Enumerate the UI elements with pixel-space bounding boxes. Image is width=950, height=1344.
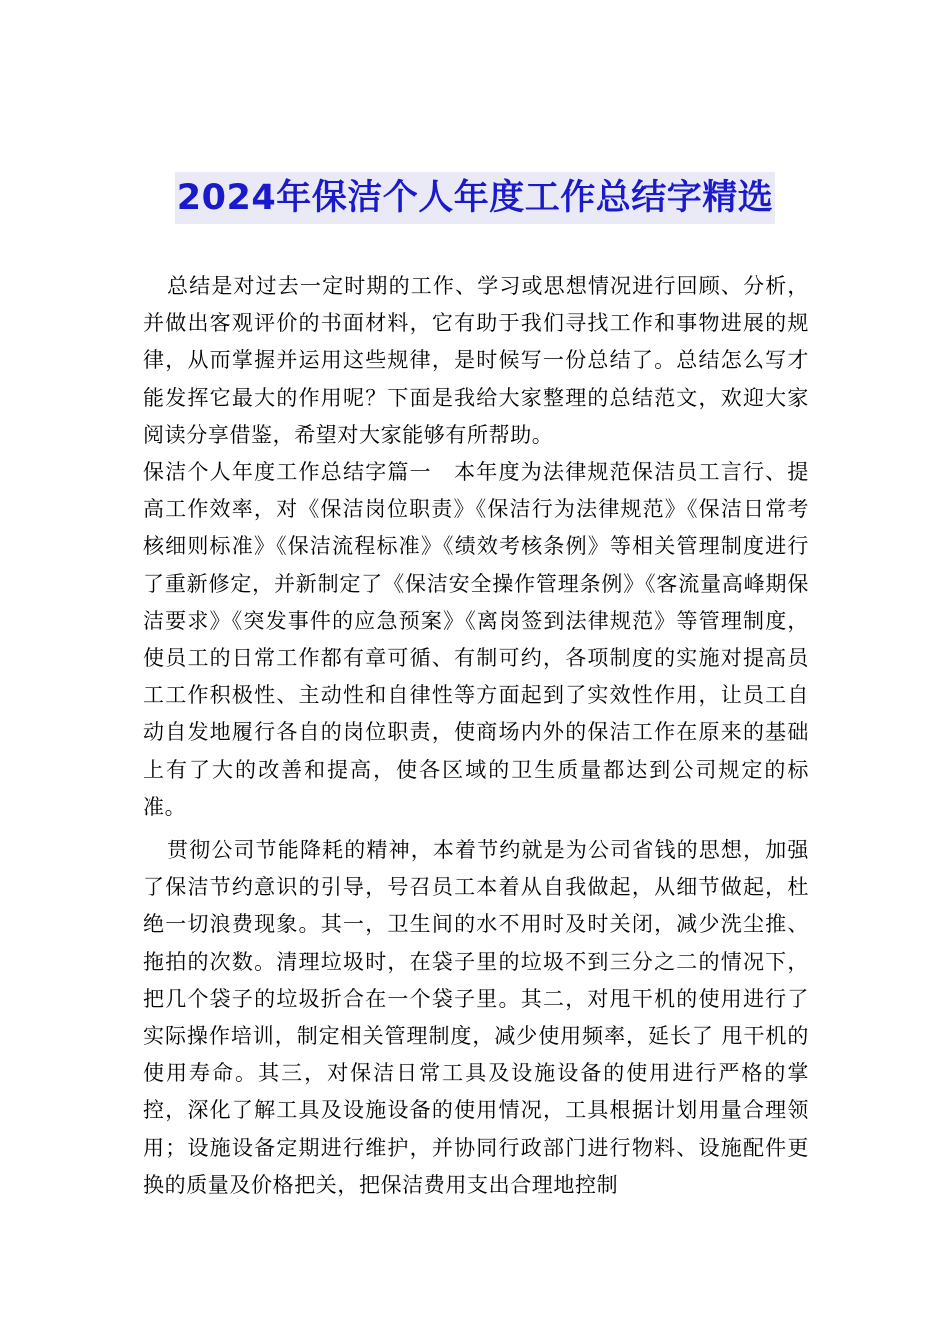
document-title: 2024年保洁个人年度工作总结字精选: [175, 172, 775, 224]
energy-saving-paragraph: 贯彻公司节能降耗的精神，本着节约就是为公司省钱的思想，加强了保洁节约意识的引导，号召员工本着从自我做起，从细节做起，杜绝一切浪费现象。其一，卫生间的水不用时及时关闭，减少洗尘推、拖拍的次数。清理垃圾时，在袋子里的垃圾不到三分之二的情况下，把几个袋子的垃圾折合在一个袋子里。其二，对甩干机的使用进行了实际操作培训，制定相关管理制度，减少使用频率，延长了 甩干机的使用寿命。其三，对保洁日常工具及设施设备的使用进行严格的掌控，深化了解工具及设施设备的使用情况，工具根据计划用量合理领用；设施设备定期进行维护，并协同行政部门进行物料、设施配件更换的质量及价格把关，把保洁费用支出合理地控制: [143, 838, 809, 1197]
section-one-paragraph: 保洁个人年度工作总结字篇一 本年度为法律规范保洁员工言行、提高工作效率，对《保洁岗位职责》《保洁行为法律规范》《保洁日常考核细则标准》《保洁流程标准》《绩效考核条例》等相关管理制度进行了重新修定，并新制定了《保洁安全操作管理条例》《客流量高峰期保洁要求》《突发事件的应急预案》《离岗签到法律规范》等管理制度，使员工的日常工作都有章可循、有制可约，各项制度的实施对提高员工工作积极性、主动性和自律性等方面起到了实效性作用，让员工自动自发地履行各自的岗位职责，使商场内外的保洁工作在原来的基础上有了大的改善和提高，使各区域的卫生质量都达到公司规定的标准。: [143, 460, 809, 819]
document-body: [143, 268, 809, 1204]
intro-paragraph: 总结是对过去一定时期的工作、学习或思想情况进行回顾、分析，并做出客观评价的书面材料，它有助于我们寻找工作和事物进展的规律，从而掌握并运用这些规律，是时候写一份总结了。总结怎么写才能发挥它最大的作用呢？下面是我给大家整理的总结范文，欢迎大家阅读分享借鉴，希望对大家能够有所帮助。: [143, 274, 809, 447]
title-container: [0, 172, 950, 224]
